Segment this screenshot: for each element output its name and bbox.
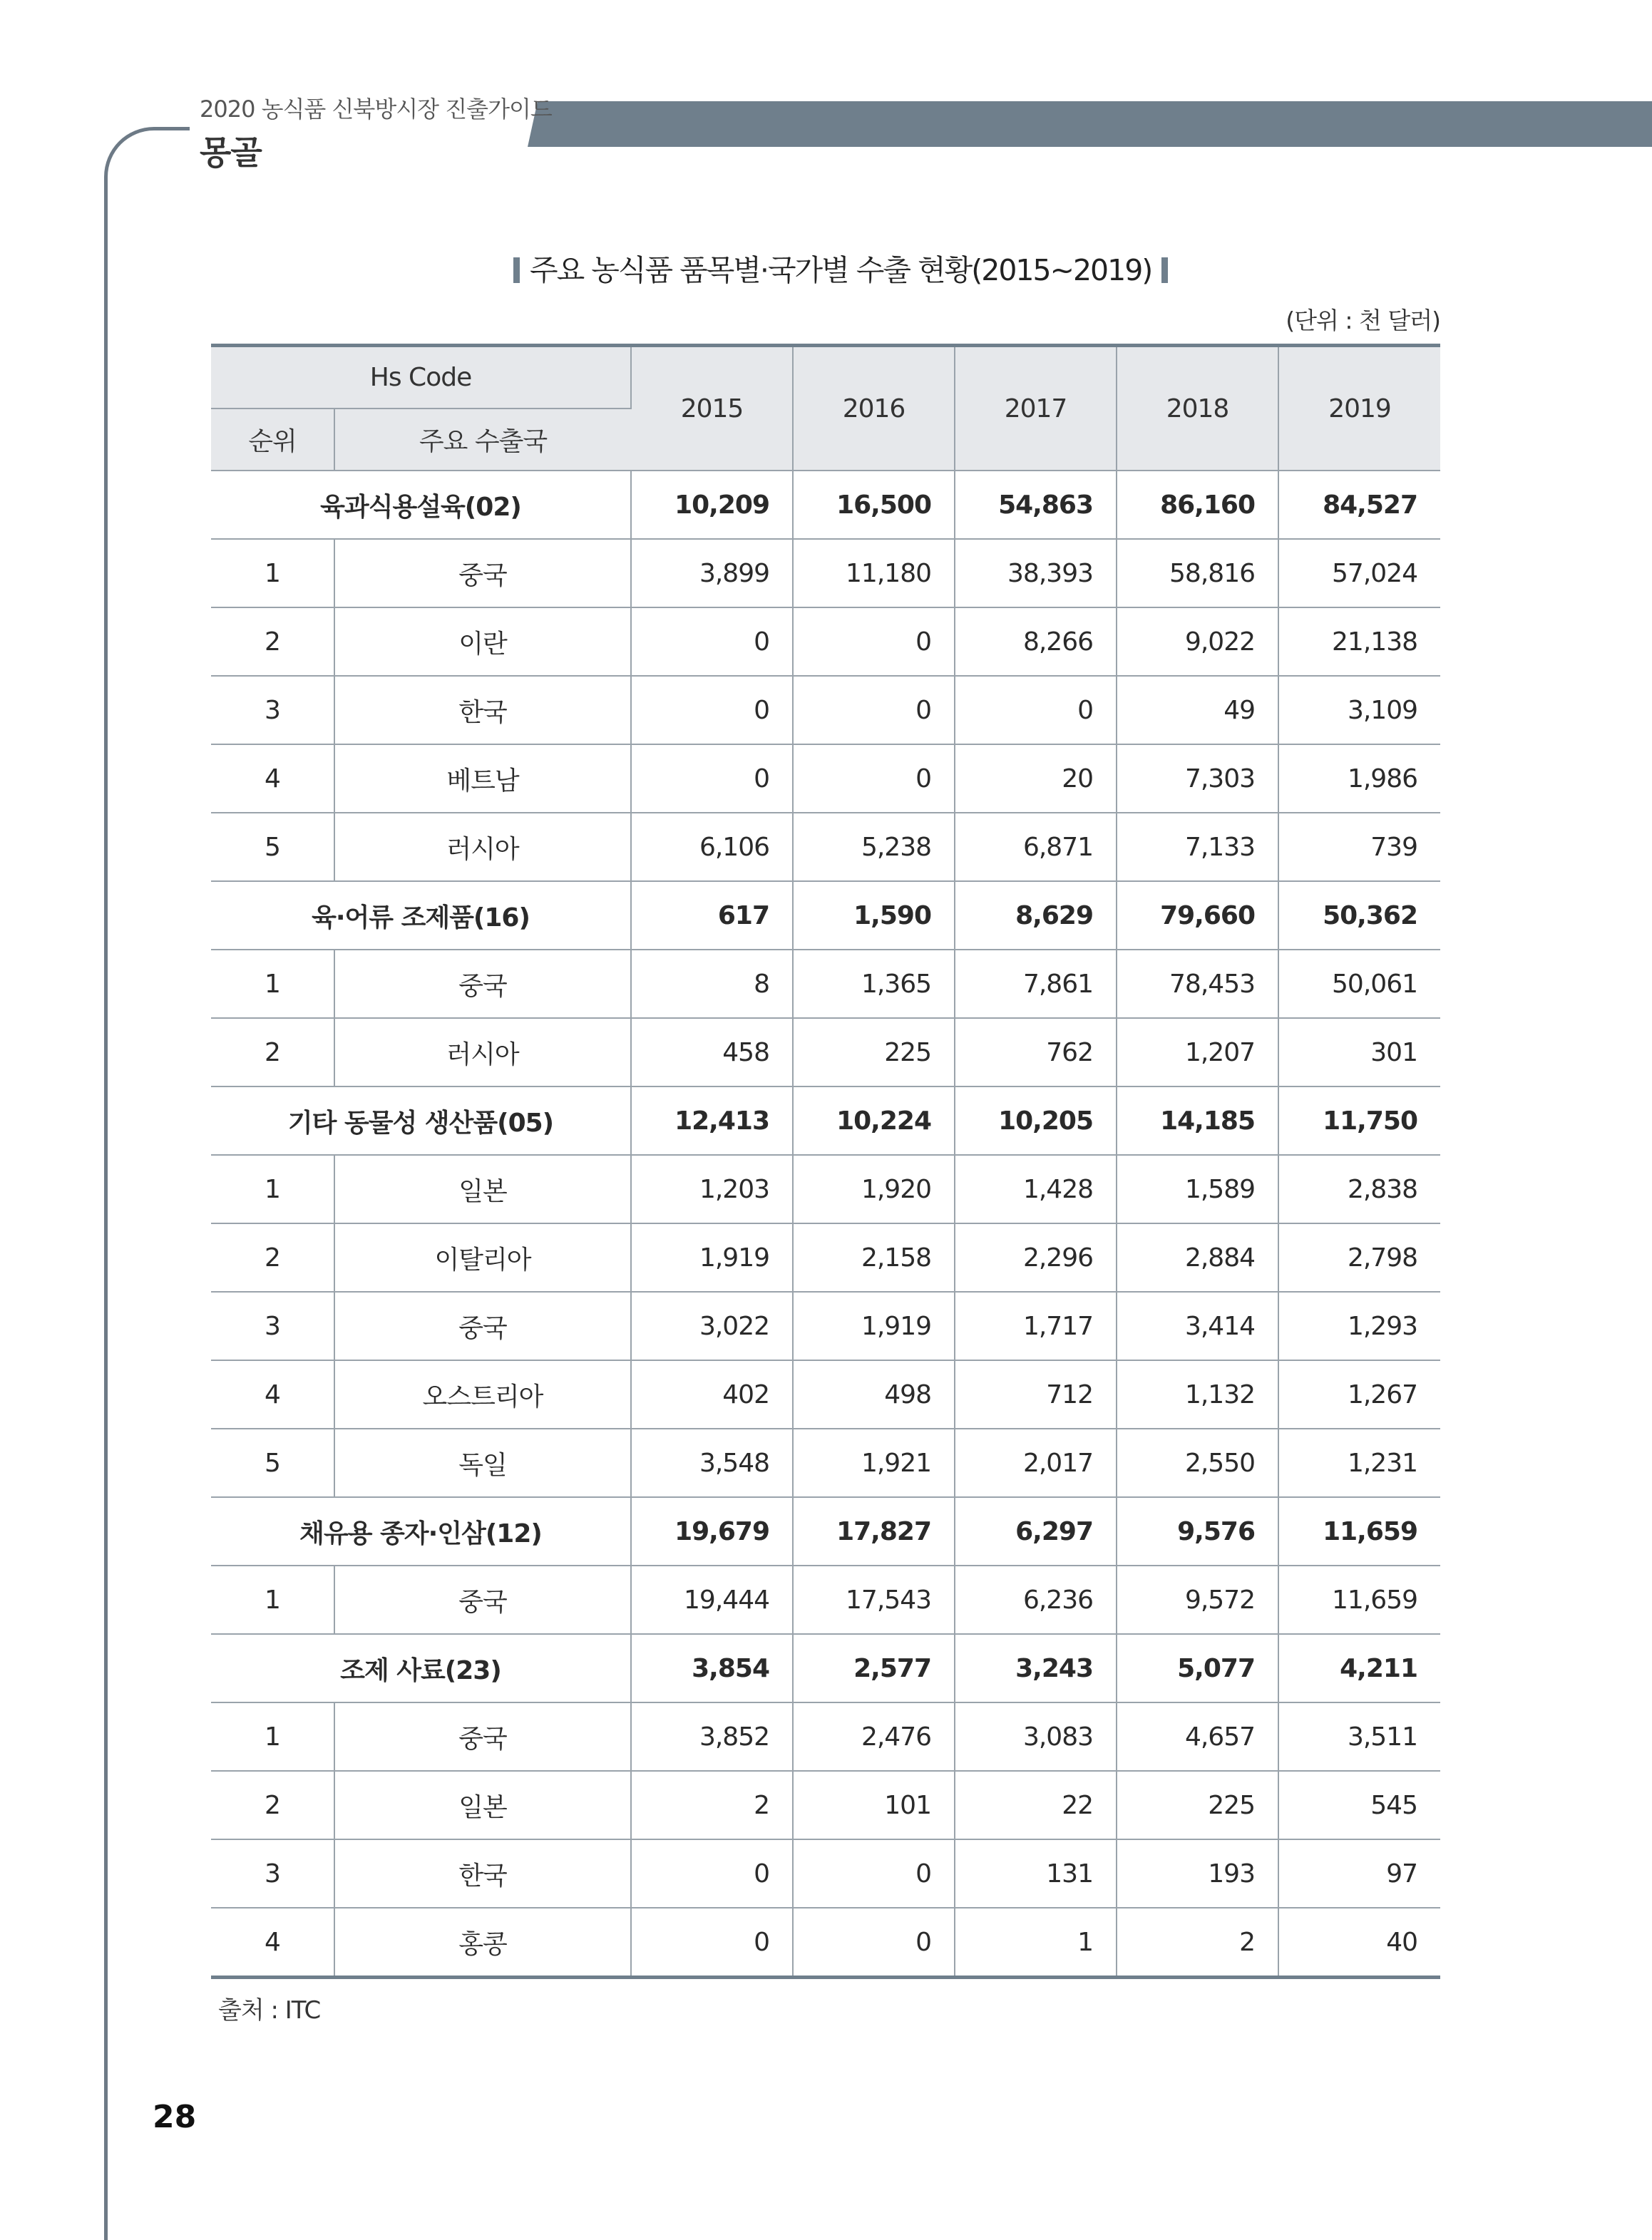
category-total-cell: 10,205 bbox=[955, 1086, 1117, 1155]
value-cell: 545 bbox=[1278, 1771, 1440, 1839]
table-header bbox=[211, 346, 1440, 471]
value-cell: 101 bbox=[793, 1771, 955, 1839]
value-cell: 762 bbox=[955, 1018, 1117, 1086]
category-total-cell: 10,209 bbox=[631, 471, 793, 539]
value-cell: 7,133 bbox=[1117, 813, 1278, 881]
value-cell: 17,543 bbox=[793, 1566, 955, 1634]
rank-cell: 1 bbox=[211, 1702, 334, 1771]
category-name: 기타 동물성 생산품(05) bbox=[211, 1086, 631, 1155]
value-cell: 1,207 bbox=[1117, 1018, 1278, 1086]
table-row bbox=[211, 1292, 1440, 1360]
rank-cell: 2 bbox=[211, 1018, 334, 1086]
value-cell: 0 bbox=[793, 744, 955, 813]
rank-cell: 3 bbox=[211, 1839, 334, 1908]
rank-cell: 1 bbox=[211, 1566, 334, 1634]
header-country: 주요 수출국 bbox=[334, 409, 631, 471]
value-cell: 2,838 bbox=[1278, 1155, 1440, 1223]
value-cell: 712 bbox=[955, 1360, 1117, 1429]
table-row bbox=[211, 676, 1440, 744]
country-cell: 독일 bbox=[334, 1429, 631, 1497]
value-cell: 1,986 bbox=[1278, 744, 1440, 813]
rank-cell: 5 bbox=[211, 1429, 334, 1497]
value-cell: 58,816 bbox=[1117, 539, 1278, 607]
value-cell: 21,138 bbox=[1278, 607, 1440, 676]
category-total-cell: 16,500 bbox=[793, 471, 955, 539]
value-cell: 1,231 bbox=[1278, 1429, 1440, 1497]
value-cell: 19,444 bbox=[631, 1566, 793, 1634]
category-row bbox=[211, 1497, 1440, 1566]
value-cell: 8 bbox=[631, 950, 793, 1018]
category-total-cell: 14,185 bbox=[1117, 1086, 1278, 1155]
header-year: 2019 bbox=[1278, 346, 1440, 471]
value-cell: 3,899 bbox=[631, 539, 793, 607]
category-total-cell: 19,679 bbox=[631, 1497, 793, 1566]
category-total-cell: 9,576 bbox=[1117, 1497, 1278, 1566]
value-cell: 0 bbox=[793, 1908, 955, 1978]
value-cell: 0 bbox=[793, 676, 955, 744]
category-row bbox=[211, 471, 1440, 539]
country-cell: 한국 bbox=[334, 676, 631, 744]
value-cell: 50,061 bbox=[1278, 950, 1440, 1018]
value-cell: 2 bbox=[631, 1771, 793, 1839]
table-row bbox=[211, 539, 1440, 607]
value-cell: 49 bbox=[1117, 676, 1278, 744]
value-cell: 0 bbox=[793, 1839, 955, 1908]
value-cell: 301 bbox=[1278, 1018, 1440, 1086]
value-cell: 6,236 bbox=[955, 1566, 1117, 1634]
country-cell: 한국 bbox=[334, 1839, 631, 1908]
table-row bbox=[211, 1360, 1440, 1429]
category-name: 조제 사료(23) bbox=[211, 1634, 631, 1702]
value-cell: 0 bbox=[793, 607, 955, 676]
table-row bbox=[211, 813, 1440, 881]
category-total-cell: 54,863 bbox=[955, 471, 1117, 539]
country-cell: 일본 bbox=[334, 1771, 631, 1839]
category-row bbox=[211, 881, 1440, 950]
category-name: 육·어류 조제품(16) bbox=[211, 881, 631, 950]
table-row bbox=[211, 1155, 1440, 1223]
table-row bbox=[211, 1839, 1440, 1908]
value-cell: 1,293 bbox=[1278, 1292, 1440, 1360]
table-row bbox=[211, 950, 1440, 1018]
value-cell: 193 bbox=[1117, 1839, 1278, 1908]
value-cell: 2 bbox=[1117, 1908, 1278, 1978]
value-cell: 2,296 bbox=[955, 1223, 1117, 1292]
value-cell: 3,852 bbox=[631, 1702, 793, 1771]
country-cell: 러시아 bbox=[334, 1018, 631, 1086]
export-table bbox=[211, 344, 1440, 1979]
value-cell: 6,106 bbox=[631, 813, 793, 881]
country-cell: 중국 bbox=[334, 1702, 631, 1771]
category-total-cell: 2,577 bbox=[793, 1634, 955, 1702]
country-cell: 중국 bbox=[334, 1292, 631, 1360]
value-cell: 3,414 bbox=[1117, 1292, 1278, 1360]
value-cell: 7,303 bbox=[1117, 744, 1278, 813]
table-row bbox=[211, 1771, 1440, 1839]
category-row bbox=[211, 1634, 1440, 1702]
rank-cell: 4 bbox=[211, 1908, 334, 1978]
value-cell: 3,511 bbox=[1278, 1702, 1440, 1771]
table-row bbox=[211, 744, 1440, 813]
value-cell: 11,659 bbox=[1278, 1566, 1440, 1634]
value-cell: 4,657 bbox=[1117, 1702, 1278, 1771]
value-cell: 7,861 bbox=[955, 950, 1117, 1018]
value-cell: 3,022 bbox=[631, 1292, 793, 1360]
value-cell: 9,022 bbox=[1117, 607, 1278, 676]
header-rank: 순위 bbox=[211, 409, 334, 471]
value-cell: 3,109 bbox=[1278, 676, 1440, 744]
value-cell: 402 bbox=[631, 1360, 793, 1429]
category-total-cell: 50,362 bbox=[1278, 881, 1440, 950]
category-total-cell: 3,854 bbox=[631, 1634, 793, 1702]
value-cell: 0 bbox=[631, 607, 793, 676]
value-cell: 1,203 bbox=[631, 1155, 793, 1223]
value-cell: 0 bbox=[631, 744, 793, 813]
table-row bbox=[211, 1223, 1440, 1292]
country-title: 몽골 bbox=[200, 133, 262, 172]
category-total-cell: 84,527 bbox=[1278, 471, 1440, 539]
value-cell: 498 bbox=[793, 1360, 955, 1429]
value-cell: 20 bbox=[955, 744, 1117, 813]
table-title bbox=[503, 247, 1152, 289]
category-total-cell: 5,077 bbox=[1117, 1634, 1278, 1702]
table-row bbox=[211, 1018, 1440, 1086]
value-cell: 0 bbox=[631, 1908, 793, 1978]
value-cell: 5,238 bbox=[793, 813, 955, 881]
value-cell: 38,393 bbox=[955, 539, 1117, 607]
page-frame-line bbox=[104, 127, 190, 2240]
table-body bbox=[211, 471, 1440, 1978]
rank-cell: 4 bbox=[211, 744, 334, 813]
rank-cell: 3 bbox=[211, 1292, 334, 1360]
rank-cell: 2 bbox=[211, 1223, 334, 1292]
country-cell: 홍콩 bbox=[334, 1908, 631, 1978]
rank-cell: 2 bbox=[211, 1771, 334, 1839]
value-cell: 739 bbox=[1278, 813, 1440, 881]
header-year: 2018 bbox=[1117, 346, 1278, 471]
guide-title: 2020 농식품 신북방시장 진출가이드 bbox=[200, 96, 552, 123]
category-total-cell: 8,629 bbox=[955, 881, 1117, 950]
category-total-cell: 86,160 bbox=[1117, 471, 1278, 539]
country-cell: 일본 bbox=[334, 1155, 631, 1223]
category-total-cell: 6,297 bbox=[955, 1497, 1117, 1566]
value-cell: 2,884 bbox=[1117, 1223, 1278, 1292]
unit-label: (단위 : 천 달러) bbox=[1286, 307, 1440, 334]
country-cell: 러시아 bbox=[334, 813, 631, 881]
header-year: 2017 bbox=[955, 346, 1117, 471]
value-cell: 2,476 bbox=[793, 1702, 955, 1771]
header-hs-code: Hs Code bbox=[211, 346, 631, 409]
title-bar-left bbox=[513, 257, 520, 283]
category-name: 육과식용설육(02) bbox=[211, 471, 631, 539]
value-cell: 0 bbox=[631, 1839, 793, 1908]
value-cell: 1,428 bbox=[955, 1155, 1117, 1223]
value-cell: 1,365 bbox=[793, 950, 955, 1018]
value-cell: 11,180 bbox=[793, 539, 955, 607]
category-total-cell: 1,590 bbox=[793, 881, 955, 950]
value-cell: 22 bbox=[955, 1771, 1117, 1839]
value-cell: 1,919 bbox=[793, 1292, 955, 1360]
header-year: 2015 bbox=[631, 346, 793, 471]
country-cell: 중국 bbox=[334, 539, 631, 607]
value-cell: 2,158 bbox=[793, 1223, 955, 1292]
country-cell: 베트남 bbox=[334, 744, 631, 813]
value-cell: 1 bbox=[955, 1908, 1117, 1978]
category-total-cell: 3,243 bbox=[955, 1634, 1117, 1702]
rank-cell: 2 bbox=[211, 607, 334, 676]
value-cell: 1,589 bbox=[1117, 1155, 1278, 1223]
category-total-cell: 11,750 bbox=[1278, 1086, 1440, 1155]
value-cell: 78,453 bbox=[1117, 950, 1278, 1018]
title-bar-right bbox=[1161, 257, 1168, 283]
category-total-cell: 617 bbox=[631, 881, 793, 950]
value-cell: 6,871 bbox=[955, 813, 1117, 881]
category-total-cell: 11,659 bbox=[1278, 1497, 1440, 1566]
value-cell: 1,920 bbox=[793, 1155, 955, 1223]
rank-cell: 1 bbox=[211, 950, 334, 1018]
value-cell: 2,017 bbox=[955, 1429, 1117, 1497]
value-cell: 9,572 bbox=[1117, 1566, 1278, 1634]
country-cell: 중국 bbox=[334, 1566, 631, 1634]
rank-cell: 3 bbox=[211, 676, 334, 744]
country-cell: 오스트리아 bbox=[334, 1360, 631, 1429]
country-cell: 이탈리아 bbox=[334, 1223, 631, 1292]
category-total-cell: 17,827 bbox=[793, 1497, 955, 1566]
category-total-cell: 12,413 bbox=[631, 1086, 793, 1155]
table-row bbox=[211, 607, 1440, 676]
header-year: 2016 bbox=[793, 346, 955, 471]
value-cell: 458 bbox=[631, 1018, 793, 1086]
country-cell: 이란 bbox=[334, 607, 631, 676]
category-total-cell: 79,660 bbox=[1117, 881, 1278, 950]
value-cell: 131 bbox=[955, 1839, 1117, 1908]
category-total-cell: 10,224 bbox=[793, 1086, 955, 1155]
rank-cell: 1 bbox=[211, 539, 334, 607]
value-cell: 225 bbox=[1117, 1771, 1278, 1839]
page-number: 28 bbox=[153, 2099, 197, 2135]
category-name: 채유용 종자·인삼(12) bbox=[211, 1497, 631, 1566]
value-cell: 0 bbox=[955, 676, 1117, 744]
table-title-text: 주요 농식품 품목별·국가별 수출 현황(2015~2019) bbox=[530, 253, 1152, 287]
value-cell: 97 bbox=[1278, 1839, 1440, 1908]
table-row bbox=[211, 1702, 1440, 1771]
value-cell: 1,921 bbox=[793, 1429, 955, 1497]
header-bar bbox=[528, 101, 1652, 147]
value-cell: 225 bbox=[793, 1018, 955, 1086]
value-cell: 1,132 bbox=[1117, 1360, 1278, 1429]
value-cell: 2,550 bbox=[1117, 1429, 1278, 1497]
rank-cell: 4 bbox=[211, 1360, 334, 1429]
value-cell: 1,267 bbox=[1278, 1360, 1440, 1429]
source-label: 출처 : ITC bbox=[218, 1996, 321, 2025]
rank-cell: 5 bbox=[211, 813, 334, 881]
value-cell: 2,798 bbox=[1278, 1223, 1440, 1292]
table-row bbox=[211, 1566, 1440, 1634]
value-cell: 3,548 bbox=[631, 1429, 793, 1497]
table-row bbox=[211, 1429, 1440, 1497]
value-cell: 1,717 bbox=[955, 1292, 1117, 1360]
table-row bbox=[211, 1908, 1440, 1978]
category-total-cell: 4,211 bbox=[1278, 1634, 1440, 1702]
value-cell: 8,266 bbox=[955, 607, 1117, 676]
value-cell: 1,919 bbox=[631, 1223, 793, 1292]
value-cell: 3,083 bbox=[955, 1702, 1117, 1771]
category-row bbox=[211, 1086, 1440, 1155]
country-cell: 중국 bbox=[334, 950, 631, 1018]
value-cell: 40 bbox=[1278, 1908, 1440, 1978]
value-cell: 0 bbox=[631, 676, 793, 744]
value-cell: 57,024 bbox=[1278, 539, 1440, 607]
rank-cell: 1 bbox=[211, 1155, 334, 1223]
